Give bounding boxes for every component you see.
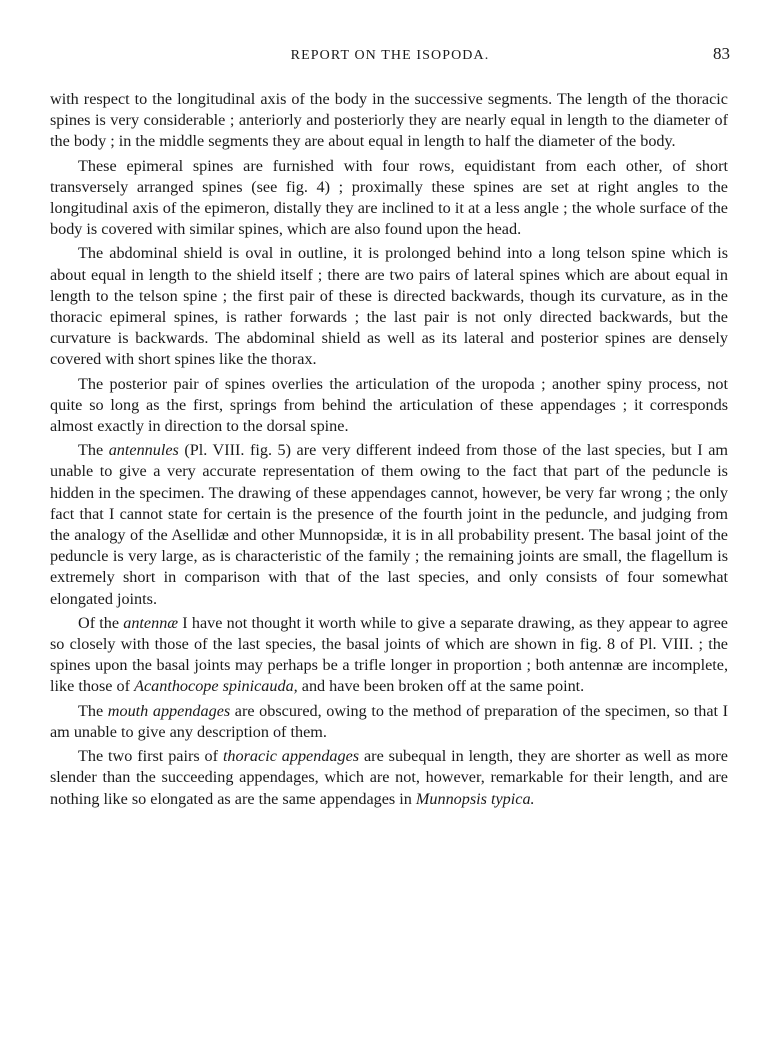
italic-term: mouth appendages bbox=[107, 701, 231, 720]
paragraph-text: are obscured, owing to the method of preparation of the specimen, so that I am unable to give any description of them. bbox=[50, 701, 728, 741]
paragraph-text: with respect to the longitudinal axis of the body in the successive segments. The length of the thoracic spines is very considerable ; anteriorly and posteriorly they are nearly equal in length to the diameter of the body ; in the middle segments they are about equal in length to half the diameter of the body. bbox=[50, 90, 728, 151]
body-paragraph bbox=[50, 156, 728, 241]
paragraph-text: The abdominal shield is oval in outline, it is prolonged behind into a long telson spine which is about equal in length to the shield itself ; there are two pairs of lateral spines which are about equal in length to the telson spine ; the first pair of these is directed backwards, though its curvature, as in the thoracic epimeral spines, is rather forwards ; the last pair is not only directed backwards, but the curvature is backwards. The abdominal shield as well as its lateral and posterior spines are densely covered with short spines like the thorax. bbox=[50, 244, 728, 369]
paragraph-text: (Pl. VIII. fig. 5) are very different indeed from those of the last species, but I am unable to give a very accurate representation of them owing to the fact that part of the peduncle is hidden in the specimen. The drawing of these appendages cannot, however, be very far wrong ; the only fact that I cannot state for certain is the presence of the fourth joint in the peduncle, and judging from the analogy of the Asellidæ and other Munnopsidæ, it is in all probability present. The basal joint of the peduncle is very large, as is characteristic of the family ; the remaining joints are small, the flagellum is extremely short in comparison with that of the last species, and only consists of four somewhat elongated joints. bbox=[50, 441, 729, 608]
paragraph-text: are subequal in length, they are shorter as well as more slender than the succeeding appendages, which are not, however, remarkable for their length, and are nothing like so elongated as are the same appendages in bbox=[50, 747, 728, 808]
italic-term: thoracic appendages bbox=[222, 747, 360, 766]
body-paragraph bbox=[50, 746, 728, 810]
body-text bbox=[50, 89, 728, 810]
page-number: 83 bbox=[713, 44, 730, 63]
body-paragraph bbox=[50, 613, 728, 698]
paragraph-text: The bbox=[78, 701, 108, 720]
italic-term: Munnopsis typica. bbox=[415, 789, 535, 808]
italic-term: Acanthocope spinicauda, bbox=[134, 677, 298, 696]
running-head bbox=[50, 44, 730, 66]
paragraph-text: These epimeral spines are furnished with four rows, equidistant from each other, of short transversely arranged spines (see fig. 4) ; proximally these spines are set at right angles to the longitudinal axis of the epimeron, distally they are inclined to it at a less angle ; the whole surface of the body is covered with similar spines, which are also found upon the head. bbox=[50, 156, 728, 239]
paragraph-text: The two first pairs of bbox=[78, 747, 223, 766]
paragraph-text: and have been broken off at the same point. bbox=[297, 677, 585, 696]
body-paragraph bbox=[50, 440, 728, 610]
paragraph-text: The bbox=[78, 441, 109, 460]
paragraph-text: The posterior pair of spines overlies the articulation of the uropoda ; another spiny process, not quite so long as the first, springs from behind the articulation of these appendages ; it corresponds almost exactly in direction to the dorsal spine. bbox=[50, 374, 728, 436]
body-paragraph bbox=[50, 243, 728, 370]
paragraph-text: I have not thought it worth while to give a separate drawing, as they appear to agree so closely with those of the last species, the basal joints of which are shown in fig. 8 of Pl. VIII. ; the spines upon the basal joints may perhaps be a trifle longer in proportion ; both antennæ are incomplete, like those of bbox=[50, 613, 728, 696]
body-paragraph bbox=[50, 374, 728, 438]
body-paragraph bbox=[50, 701, 728, 743]
italic-term: antennules bbox=[108, 441, 179, 460]
body-paragraph bbox=[50, 89, 728, 153]
running-title: REPORT ON THE ISOPODA. bbox=[290, 48, 490, 63]
paragraph-text: Of the bbox=[78, 613, 124, 632]
italic-term: antennæ bbox=[123, 613, 179, 632]
